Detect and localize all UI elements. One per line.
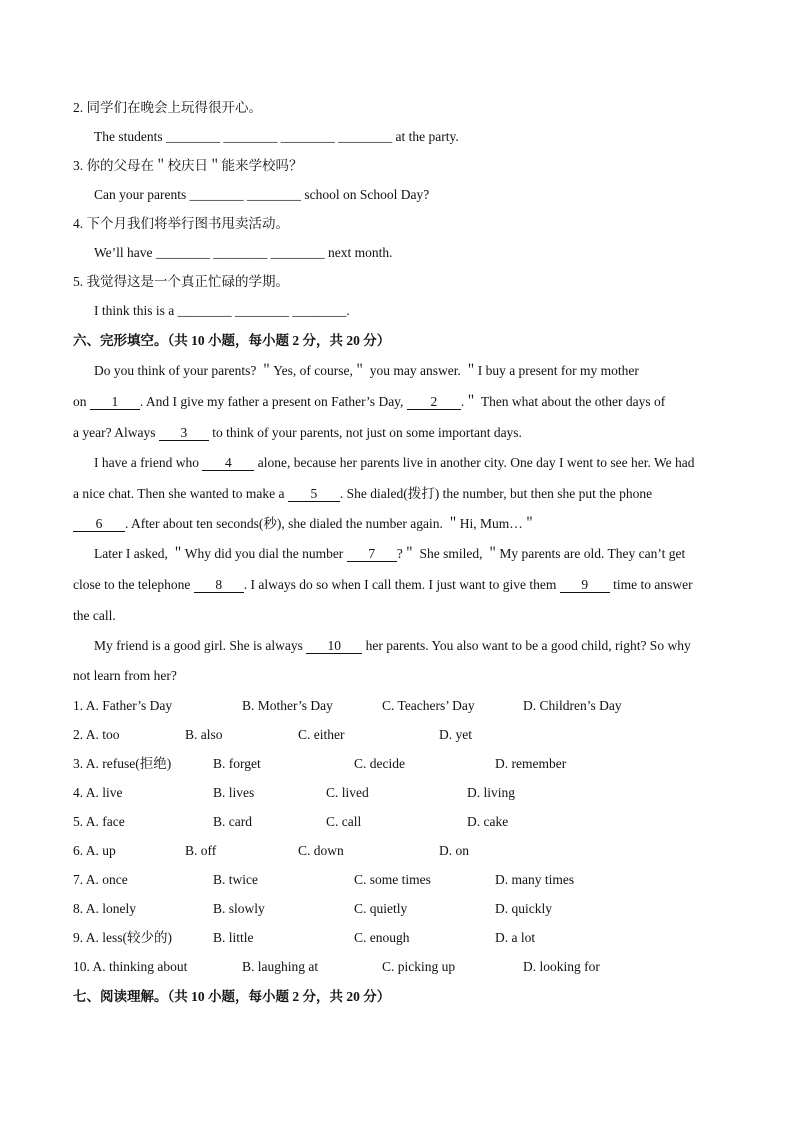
translation-item-3-en: Can your parents ________ ________ school on School Day? bbox=[94, 187, 430, 202]
option-b[interactable]: B. off bbox=[185, 843, 217, 858]
cloze-blank-5[interactable]: 5 bbox=[288, 486, 340, 502]
option-a[interactable]: 5. A. face bbox=[73, 814, 125, 829]
translation-item-5-zh: 5. 我觉得这是一个真正忙碌的学期。 bbox=[73, 274, 289, 289]
option-c[interactable]: C. Teachers’ Day bbox=[382, 698, 475, 713]
passage-line: I have a friend who 4 alone, because her parents live in another city. One day I went to see her. We had bbox=[94, 455, 695, 470]
option-a[interactable]: 7. A. once bbox=[73, 872, 128, 887]
passage-line: Do you think of your parents? ＂Yes, of course,＂ you may answer. ＂I buy a present for my mother bbox=[94, 363, 639, 378]
option-c[interactable]: C. some times bbox=[354, 872, 431, 887]
option-a[interactable]: 6. A. up bbox=[73, 843, 116, 858]
cloze-blank-8[interactable]: 8 bbox=[194, 577, 244, 593]
cloze-blank-3[interactable]: 3 bbox=[159, 425, 209, 441]
cloze-blank-6[interactable]: 6 bbox=[73, 516, 125, 532]
translation-item-4-zh: 4. 下个月我们将举行图书甩卖活动。 bbox=[73, 216, 289, 231]
option-c[interactable]: C. call bbox=[326, 814, 362, 829]
option-b[interactable]: B. slowly bbox=[213, 901, 265, 916]
passage-line: not learn from her? bbox=[73, 668, 177, 683]
option-d[interactable]: D. cake bbox=[467, 814, 509, 829]
option-d[interactable]: D. quickly bbox=[495, 901, 552, 916]
option-c[interactable]: C. either bbox=[298, 727, 345, 742]
option-d[interactable]: D. on bbox=[439, 843, 469, 858]
section-7-title: 七、阅读理解。（共 10 小题，每小题 2 分，共 20 分） bbox=[73, 989, 391, 1004]
option-a[interactable]: 10. A. thinking about bbox=[73, 959, 188, 974]
passage-line: on 1 . And I give my father a present on Father’s Day, 2 .＂ Then what about the other days of bbox=[73, 394, 666, 409]
translation-item-4-en: We’ll have ________ ________ ________ next month. bbox=[94, 245, 393, 260]
passage-line: the call. bbox=[73, 608, 116, 623]
cloze-blank-7[interactable]: 7 bbox=[347, 546, 397, 562]
option-c[interactable]: C. decide bbox=[354, 756, 405, 771]
option-b[interactable]: B. forget bbox=[213, 756, 261, 771]
translation-item-2-en: The students ________ ________ ________ ________ at the party. bbox=[94, 129, 459, 144]
option-c[interactable]: C. down bbox=[298, 843, 344, 858]
option-a[interactable]: 2. A. too bbox=[73, 727, 120, 742]
option-b[interactable]: B. laughing at bbox=[242, 959, 319, 974]
option-d[interactable]: D. Children’s Day bbox=[523, 698, 622, 713]
option-a[interactable]: 4. A. live bbox=[73, 785, 123, 800]
passage-line: a nice chat. Then she wanted to make a 5 . She dialed(拨打) the number, but then she put the phone bbox=[73, 486, 653, 501]
option-d[interactable]: D. remember bbox=[495, 756, 567, 771]
passage-line: 6 . After about ten seconds(秒), she dialed the number again. ＂Hi, Mum…＂ bbox=[73, 515, 536, 533]
option-b[interactable]: B. little bbox=[213, 930, 254, 945]
passage-line: Later I asked, ＂Why did you dial the number 7 ?＂ She smiled, ＂My parents are old. They can’t get bbox=[94, 546, 686, 561]
option-d[interactable]: D. looking for bbox=[523, 959, 600, 974]
option-a[interactable]: 8. A. lonely bbox=[73, 901, 137, 916]
option-c[interactable]: C. picking up bbox=[382, 959, 456, 974]
section-6-title: 六、完形填空。（共 10 小题，每小题 2 分，共 20 分） bbox=[73, 333, 391, 348]
option-c[interactable]: C. lived bbox=[326, 785, 369, 800]
passage-line: a year? Always 3 to think of your parents, not just on some important days. bbox=[73, 425, 522, 440]
option-d[interactable]: D. a lot bbox=[495, 930, 536, 945]
option-c[interactable]: C. enough bbox=[354, 930, 410, 945]
translation-item-3-zh: 3. 你的父母在＂校庆日＂能来学校吗？ bbox=[73, 158, 303, 173]
option-a[interactable]: 9. A. less(较少的) bbox=[73, 930, 173, 945]
cloze-blank-9[interactable]: 9 bbox=[560, 577, 610, 593]
passage-line: close to the telephone 8 . I always do so when I call them. I just want to give them 9 time to answer bbox=[73, 577, 693, 592]
option-b[interactable]: B. Mother’s Day bbox=[242, 698, 333, 713]
option-b[interactable]: B. lives bbox=[213, 785, 255, 800]
option-b[interactable]: B. card bbox=[213, 814, 252, 829]
cloze-blank-4[interactable]: 4 bbox=[202, 455, 254, 471]
translation-item-5-en: I think this is a ________ ________ ________. bbox=[94, 303, 350, 318]
option-b[interactable]: B. twice bbox=[213, 872, 258, 887]
cloze-blank-1[interactable]: 1 bbox=[90, 394, 140, 410]
option-d[interactable]: D. yet bbox=[439, 727, 472, 742]
option-a[interactable]: 1. A. Father’s Day bbox=[73, 698, 173, 713]
option-d[interactable]: D. living bbox=[467, 785, 516, 800]
option-d[interactable]: D. many times bbox=[495, 872, 575, 887]
option-c[interactable]: C. quietly bbox=[354, 901, 408, 916]
cloze-blank-2[interactable]: 2 bbox=[407, 394, 461, 410]
passage-line: My friend is a good girl. She is always 10 her parents. You also want to be a good child, right? So why bbox=[94, 638, 691, 653]
option-a[interactable]: 3. A. refuse(拒绝) bbox=[73, 756, 172, 771]
option-b[interactable]: B. also bbox=[185, 727, 223, 742]
cloze-blank-10[interactable]: 10 bbox=[306, 638, 362, 654]
translation-item-2-zh: 2. 同学们在晚会上玩得很开心。 bbox=[73, 100, 262, 115]
